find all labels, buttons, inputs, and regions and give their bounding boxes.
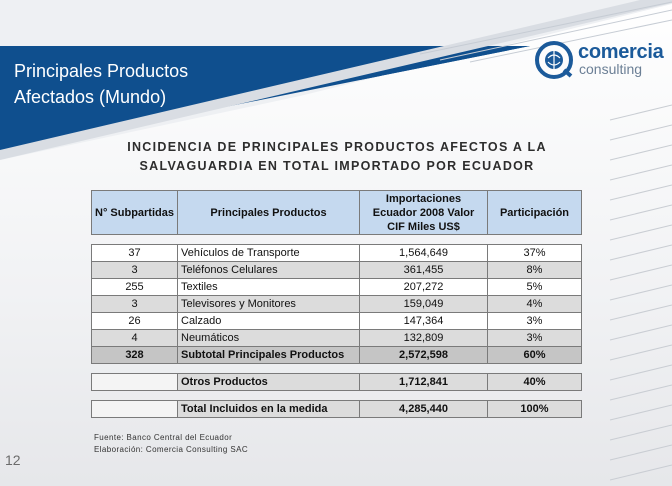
total-table [91,400,582,418]
cell-participacion: 4% [488,296,582,313]
cell-producto: Neumáticos [178,330,360,347]
source-note [94,432,248,456]
header-subpartidas: N° Subpartidas [92,191,178,235]
chart-title-line-2: SALVAGUARDIA EN TOTAL IMPORTADO POR ECUADOR [139,159,535,173]
otros-table [91,373,582,391]
globe-icon [534,40,574,80]
otros-valor: 1,712,841 [360,374,488,391]
total-row [92,401,582,418]
cell-subpartidas: 3 [92,262,178,279]
cell-valor: 1,564,649 [360,245,488,262]
comercia-logo [534,40,666,80]
subtotal-participacion: 60% [488,347,582,364]
decorative-lines [600,100,672,486]
elaboration-line: Elaboración: Comercia Consulting SAC [94,445,249,454]
cell-valor: 159,049 [360,296,488,313]
cell-producto: Televisores y Monitores [178,296,360,313]
slide-title [14,58,188,110]
total-blank-cell [92,401,178,418]
cell-valor: 147,364 [360,313,488,330]
logo-name: comercia [578,41,664,63]
cell-participacion: 5% [488,279,582,296]
header-importaciones: Importaciones Ecuador 2008 Valor CIF Miles US$ [360,191,488,235]
logo-subtitle: consulting [579,61,643,77]
products-table [91,244,582,364]
otros-row [92,374,582,391]
total-participacion: 100% [488,401,582,418]
cell-subpartidas: 3 [92,296,178,313]
cell-subpartidas: 26 [92,313,178,330]
header-participacion: Participación [488,191,582,235]
table-row [92,262,582,279]
header-productos: Principales Productos [178,191,360,235]
cell-valor: 207,272 [360,279,488,296]
cell-subpartidas: 4 [92,330,178,347]
otros-label: Otros Productos [178,374,360,391]
cell-participacion: 3% [488,330,582,347]
cell-subpartidas: 255 [92,279,178,296]
page-number: 12 [5,452,21,468]
cell-participacion: 8% [488,262,582,279]
cell-subpartidas: 37 [92,245,178,262]
subtotal-subpartidas: 328 [92,347,178,364]
subtotal-valor: 2,572,598 [360,347,488,364]
cell-valor: 361,455 [360,262,488,279]
cell-producto: Vehículos de Transporte [178,245,360,262]
cell-producto: Calzado [178,313,360,330]
table-row [92,330,582,347]
otros-blank-cell [92,374,178,391]
subtotal-row [92,347,582,364]
otros-participacion: 40% [488,374,582,391]
table-row [92,296,582,313]
cell-producto: Teléfonos Celulares [178,262,360,279]
cell-participacion: 3% [488,313,582,330]
source-line: Fuente: Banco Central del Ecuador [94,433,233,442]
cell-producto: Textiles [178,279,360,296]
subtotal-label: Subtotal Principales Productos [178,347,360,364]
table-row [92,279,582,296]
table-row [92,245,582,262]
total-label: Total Incluidos en la medida [178,401,360,418]
total-valor: 4,285,440 [360,401,488,418]
slide-title-line-2: Afectados (Mundo) [14,87,167,107]
table-header [91,190,582,235]
cell-participacion: 37% [488,245,582,262]
cell-valor: 132,809 [360,330,488,347]
table-row [92,313,582,330]
chart-title-line-1: INCIDENCIA DE PRINCIPALES PRODUCTOS AFECTOS A LA [127,140,547,154]
chart-title [90,138,584,176]
slide-title-line-1: Principales Productos [14,61,189,81]
